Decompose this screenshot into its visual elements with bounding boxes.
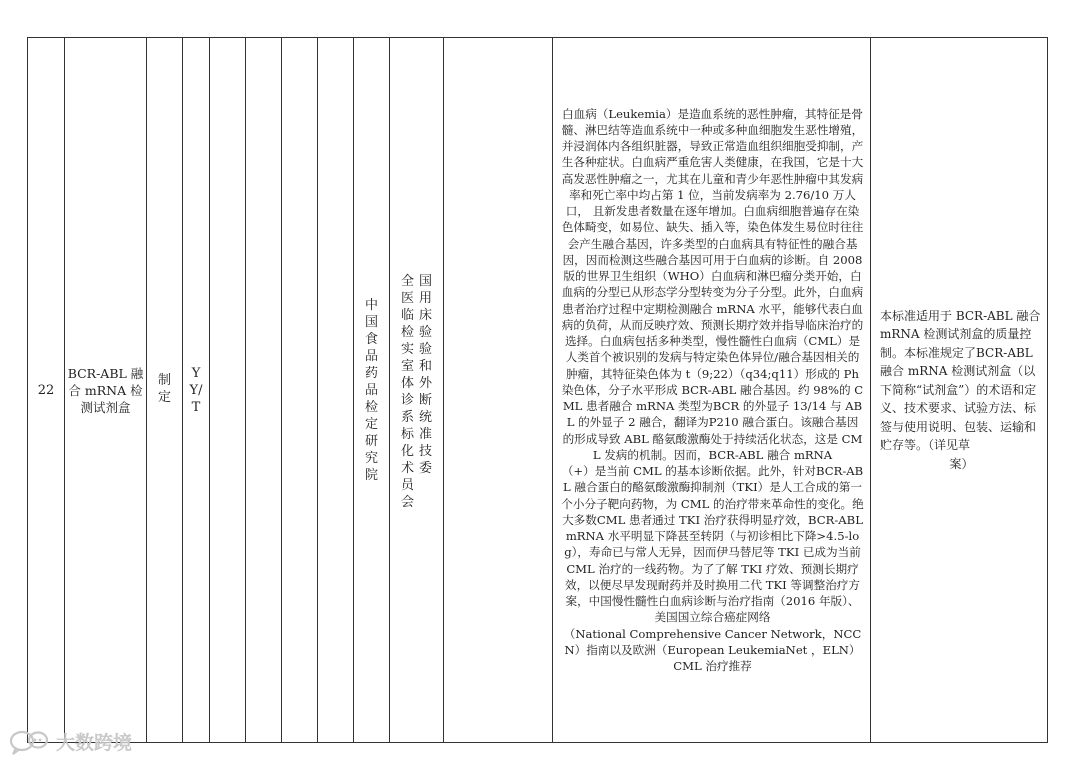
- project-type: 制定: [157, 373, 171, 405]
- empty-cell-3: [282, 38, 318, 743]
- standards-table: [27, 37, 1048, 743]
- tech-committee-cell: [390, 38, 444, 743]
- description-paragraph-2: （+）是当前 CML 的基本诊断依据。此外，针对BCR-ABL 融合蛋白的酪氨酸激酶抑制剂（TKI）是人工合成的第一个小分子靶向药物，为 CML 的治疗带来革命性的变化。绝大多数CML 患者通过 TKI 治疗获得明显疗效，BCR-ABL mRNA 水平明显下降甚至转阴（与初诊相比下降>4.5-log），寿命已与常人无异，因而伊马替尼等 TKI 已成为当前 CML 治疗的一线药物。为了了解 TKI 疗效、预测长期疗效，以便尽早发现耐药并及时换用二代 TKI 等调整治疗方案，中国慢性髓性白血病诊断与治疗指南（2016 年版）、美国国立综合癌症网络: [561, 464, 864, 625]
- empty-cell-2: [246, 38, 282, 743]
- drafting-unit-cell: [354, 38, 390, 743]
- description-cell: [553, 38, 871, 743]
- project-name: BCR-ABL 融合 mRNA 检测试剂盒: [67, 365, 144, 415]
- description-text: [553, 106, 870, 675]
- empty-cell-4: [318, 38, 354, 743]
- tech-committee-col1: 全医临检实室体诊系标化术员会: [400, 273, 414, 510]
- scope-text: [871, 307, 1047, 474]
- row-number: 22: [37, 382, 55, 398]
- empty-cell-1: [210, 38, 246, 743]
- watermark-text: 大数跨境: [56, 732, 133, 754]
- scope-paragraph-2: 案）: [949, 456, 974, 471]
- tech-committee-col2: 国用床验验和外断统准技委: [418, 273, 432, 476]
- type-cell: [147, 38, 183, 743]
- chat-bubbles-logo-icon: [8, 729, 52, 755]
- watermark: [8, 728, 132, 755]
- project-name-cell: [65, 38, 147, 743]
- blank-wide-cell: [444, 38, 553, 743]
- scope-paragraph-1: 本标准适用于 BCR-ABL 融合 mRNA 检测试剂盒的质量控制。本标准规定了BCR-ABL 融合 mRNA 检测试剂盒（以下简称“试剂盒”）的术语和定义、技术要求、试验方法、标签与使用说明、包装、运输和贮存等。（详见草: [880, 308, 1041, 453]
- scope-cell: [871, 38, 1048, 743]
- drafting-unit: 中国食品药品检定研究院: [364, 297, 378, 483]
- table-row: [28, 38, 1048, 743]
- description-paragraph-3: （National Comprehensive Cancer Network，NCCN）指南以及欧洲（European LeukemiaNet ，ELN）CML 治疗推荐: [563, 626, 862, 674]
- tech-committee: [401, 273, 433, 511]
- row-number-cell: [28, 38, 65, 743]
- standard-class: YY/T: [189, 365, 203, 415]
- standard-class-cell: [183, 38, 210, 743]
- description-paragraph-1: 白血病（Leukemia）是造血系统的恶性肿瘤，其特征是骨 髓、淋巴结等造血系统中一种或多种血细胞发生恶性增殖， 并浸润体内各组织脏器，导致正常造血组织细胞受抑制，产生各种症状。白血病严重危害人类健康，在我国，它是十大高发恶性肿瘤之一，尤其在儿童和青少年恶性肿瘤中其发病率和死亡率中均占第 1 位，当前发病率为 2.76/10 万人口， 且新发患者数量在逐年增加。白血病细胞普遍存在染色体畸变，如易位、缺失、插入等，染色体发生易位时往往会产生融合基因，许多类型的白血病具有特征性的融合基因，因而检测这些融合基因可用于白血病的诊断。自 2008 版的世界卫生组织（WHO）白血病和淋巴瘤分类开始，白血病的分型已从形态学分型转变为分子分型。此外，白血病患者治疗过程中定期检测融合 mRNA 水平，能够代表白血病的负荷，从而反映疗效、预测长期疗效并指导临床治疗的选择。白血病包括多种类型，慢性髓性白血病（CML）是人类首个被识别的发病与特定染色体异位/融合基因相关的肿瘤，其特征染色体为 t（9;22）（q34;q11）形成的 Ph 染色体，分子水平形成 BCR-ABL 融合基因。约 98%的 CML 患者融合 mRNA 类型为BCR 的外显子 13/14 与 ABL 的外显子 2 融合，翻译为P210 融合蛋白。该融合基因的形成导致 ABL 酪氨酸激酶处于持续活化状态，这是 CML 发病的机制。因而，BCR-ABL 融合 mRNA: [561, 106, 864, 462]
